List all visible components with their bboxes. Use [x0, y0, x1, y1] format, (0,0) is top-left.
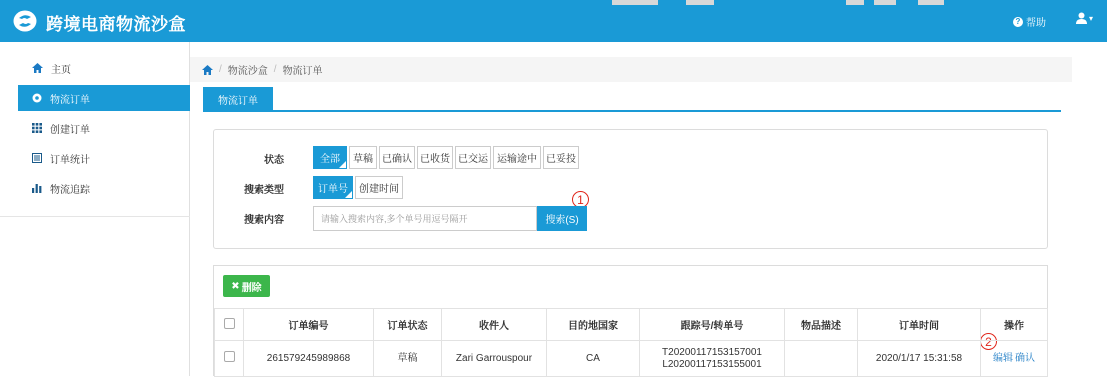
top-decoration — [612, 0, 972, 5]
app-title: 跨境电商物流沙盒 — [46, 15, 186, 35]
search-type-order-no[interactable]: 订单号 — [313, 176, 353, 199]
breadcrumb-separator: / — [219, 64, 222, 75]
edit-link[interactable]: 编辑 — [993, 352, 1013, 364]
breadcrumb-separator: / — [273, 64, 277, 75]
column-header: 跟踪号/转单号 — [640, 309, 785, 341]
question-icon: ? — [1013, 17, 1023, 27]
confirm-link[interactable]: 确认 — [1015, 352, 1035, 364]
breadcrumb — [190, 57, 1072, 82]
search-input[interactable] — [313, 206, 537, 231]
tracking-cell — [640, 341, 785, 377]
column-header: 订单状态 — [374, 309, 442, 341]
user-menu[interactable] — [1076, 12, 1093, 24]
column-header: 操作 — [981, 309, 1048, 341]
status-option-in-transit[interactable]: 运输途中 — [493, 146, 541, 169]
search-button[interactable]: 搜索(S) — [537, 206, 587, 231]
column-header: 物品描述 — [785, 309, 858, 341]
chevron-down-icon: ▾ — [1089, 13, 1094, 23]
sidebar-item-label: 订单统计 — [50, 154, 90, 166]
order-time-cell: 2020/1/17 15:31:58 — [858, 341, 981, 377]
select-all-checkbox[interactable] — [224, 318, 235, 329]
country-cell: CA — [547, 341, 640, 377]
status-option-draft[interactable]: 草稿 — [349, 146, 377, 169]
annotation-marker-1: 1 — [572, 191, 589, 208]
actions-cell — [981, 341, 1048, 377]
status-option-all[interactable]: 全部 — [313, 146, 347, 169]
column-header: 订单时间 — [858, 309, 981, 341]
search-content-label: 搜索内容 — [244, 215, 284, 226]
table-header-row — [215, 309, 1048, 341]
close-icon: ✖ — [231, 280, 240, 292]
list-icon — [32, 153, 42, 163]
sidebar-item-home[interactable] — [18, 55, 190, 81]
recipient-cell: Zari Garrouspour — [442, 341, 547, 377]
status-option-delivered[interactable]: 已妥投 — [543, 146, 579, 169]
sidebar-item-tracking[interactable] — [18, 175, 190, 201]
sidebar-item-order-stats[interactable] — [18, 145, 190, 171]
delete-button[interactable] — [223, 275, 270, 297]
search-type-created-time[interactable]: 创建时间 — [355, 176, 403, 199]
orders-table — [214, 308, 1048, 377]
status-label: 状态 — [264, 155, 284, 166]
home-icon[interactable] — [202, 65, 213, 75]
gear-icon — [32, 93, 42, 103]
delete-label: 删除 — [241, 282, 262, 294]
sidebar — [0, 42, 190, 376]
orders-panel — [213, 265, 1048, 376]
breadcrumb-item-orders: 物流订单 — [282, 66, 323, 77]
status-option-shipped[interactable]: 已交运 — [455, 146, 491, 169]
bar-chart-icon — [32, 183, 42, 193]
tab-bar — [203, 85, 1061, 112]
column-header: 订单编号 — [244, 309, 374, 341]
sidebar-item-label: 物流追踪 — [50, 184, 90, 196]
search-type-label: 搜索类型 — [244, 185, 284, 196]
help-label: 帮助 — [1026, 18, 1046, 29]
grid-icon — [32, 123, 42, 133]
description-cell — [785, 341, 858, 377]
sidebar-item-label: 物流订单 — [50, 94, 90, 106]
filter-panel — [213, 129, 1048, 249]
tab-logistics-orders[interactable]: 物流订单 — [203, 87, 273, 112]
transfer-number: L20200117153155001 — [662, 358, 762, 370]
help-link[interactable] — [1013, 14, 1046, 29]
sidebar-item-label: 创建订单 — [50, 124, 90, 136]
user-icon — [1076, 12, 1087, 24]
order-number-cell: 261579245989868 — [244, 341, 374, 377]
status-option-confirmed[interactable]: 已确认 — [379, 146, 415, 169]
column-header: 目的地国家 — [547, 309, 640, 341]
logo-icon — [13, 10, 37, 32]
breadcrumb-item-sandbox[interactable]: 物流沙盒 — [227, 66, 268, 77]
sidebar-item-create-order[interactable] — [18, 115, 190, 141]
top-navbar — [0, 0, 1107, 42]
row-checkbox[interactable] — [224, 351, 235, 362]
home-icon — [32, 63, 43, 73]
tracking-number: T20200117153157001 — [662, 346, 762, 358]
sidebar-item-logistics-orders[interactable] — [18, 85, 190, 111]
sidebar-item-label: 主页 — [51, 64, 71, 76]
sidebar-divider — [0, 216, 190, 217]
column-header: 收件人 — [442, 309, 547, 341]
order-status-cell: 草稿 — [374, 341, 442, 377]
table-row — [215, 341, 1048, 377]
annotation-marker-2: 2 — [980, 333, 997, 350]
status-option-received[interactable]: 已收货 — [417, 146, 453, 169]
